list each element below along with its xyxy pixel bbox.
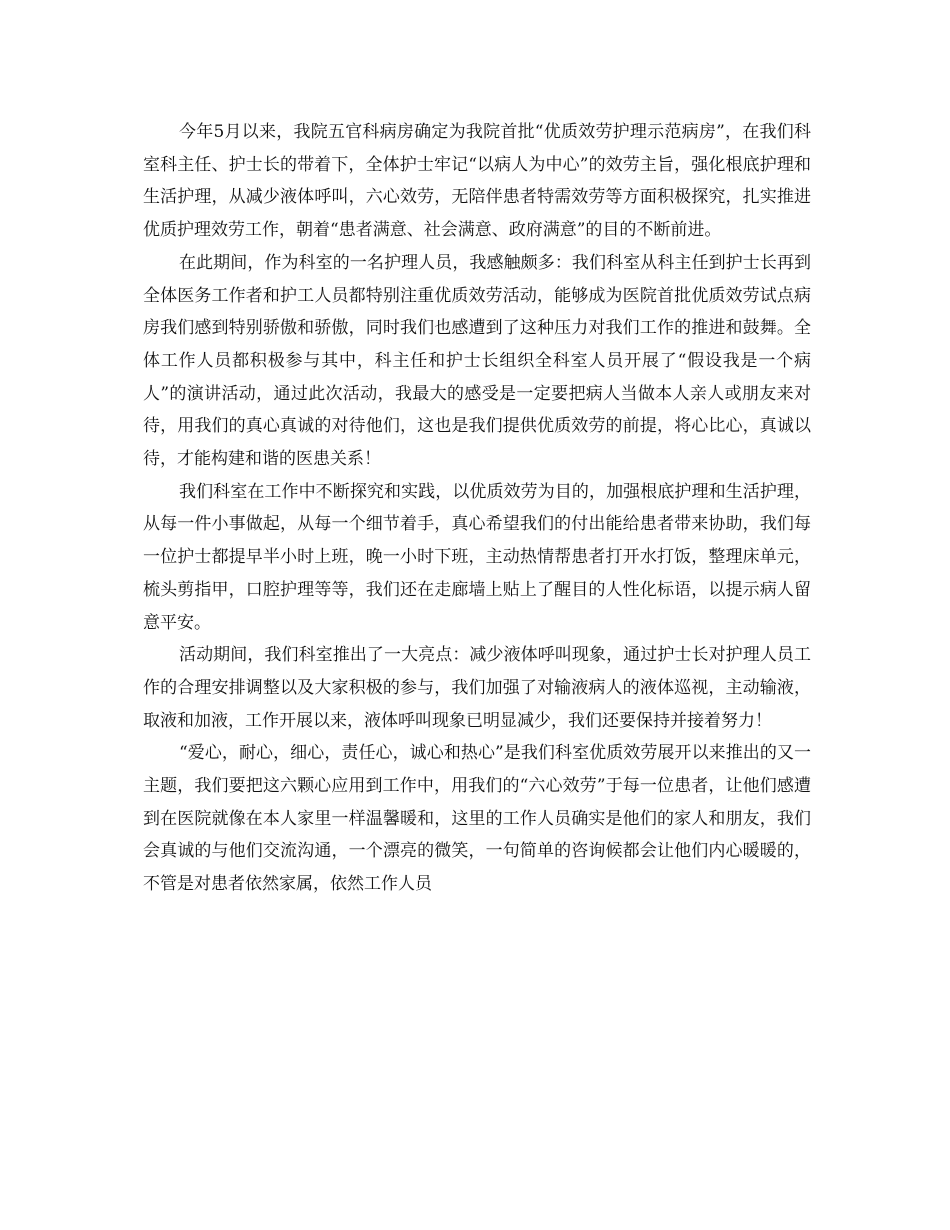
document-body — [143, 116, 811, 901]
paragraph-2: 在此期间，作为科室的一名护理人员，我感触颇多：我们科室从科主任到护士长再到全体医务工作者和护工人员都特别注重优质效劳活动，能够成为医院首批优质效劳试点病房我们感到特别骄傲和骄傲，同时我们也感遭到了这种压力对我们工作的推进和鼓舞。全体工作人员都积极参与其中，科主任和护士长组织全科室人员开展了“假设我是一个病人”的演讲活动，通过此次活动，我最大的感受是一定要把病人当做本人亲人或朋友来对待，用我们的真心真诚的对待他们，这也是我们提供优质效劳的前提，将心比心，真诚以待，才能构建和谐的医患关系！ — [143, 252, 811, 470]
paragraph-1: 今年5月以来，我院五官科病房确定为我院首批“优质效劳护理示范病房”，在我们科室科主任、护士长的带着下，全体护士牢记“以病人为中心”的效劳主旨，强化根底护理和生活护理，从减少液体呼叫，六心效劳，无陪伴患者特需效劳等方面积极探究，扎实推进优质护理效劳工作，朝着“患者满意、社会满意、政府满意”的目的不断前进。 — [143, 122, 811, 241]
paragraph-3: 我们科室在工作中不断探究和实践，以优质效劳为目的，加强根底护理和生活护理，从每一件小事做起，从每一个细节着手，真心希望我们的付出能给患者带来协助，我们每一位护士都提早半小时上班，晚一小时下班，主动热情帮患者打开水打饭，整理床单元，梳头剪指甲，口腔护理等等，我们还在走廊墙上贴上了醒目的人性化标语，以提示病人留意平安。 — [143, 481, 811, 633]
paragraph-4: 活动期间，我们科室推出了一大亮点：减少液体呼叫现象，通过护士长对护理人员工作的合理安排调整以及大家积极的参与，我们加强了对输液病人的液体巡视，主动输液，取液和加液，工作开展以来，液体呼叫现象已明显减少，我们还要保持并接着努力！ — [143, 645, 811, 731]
paragraph-5: “爱心，耐心，细心，责任心，诚心和热心”是我们科室优质效劳展开以来推出的又一主题，我们要把这六颗心应用到工作中，用我们的“六心效劳”于每一位患者，让他们感遭到在医院就像在本人家里一样温馨暖和，这里的工作人员确实是他们的家人和朋友，我们会真诚的与他们交流沟通，一个漂亮的微笑，一句简单的咨询候都会让他们内心暖暖的，不管是对患者依然家属，依然工作人员 — [143, 743, 811, 895]
